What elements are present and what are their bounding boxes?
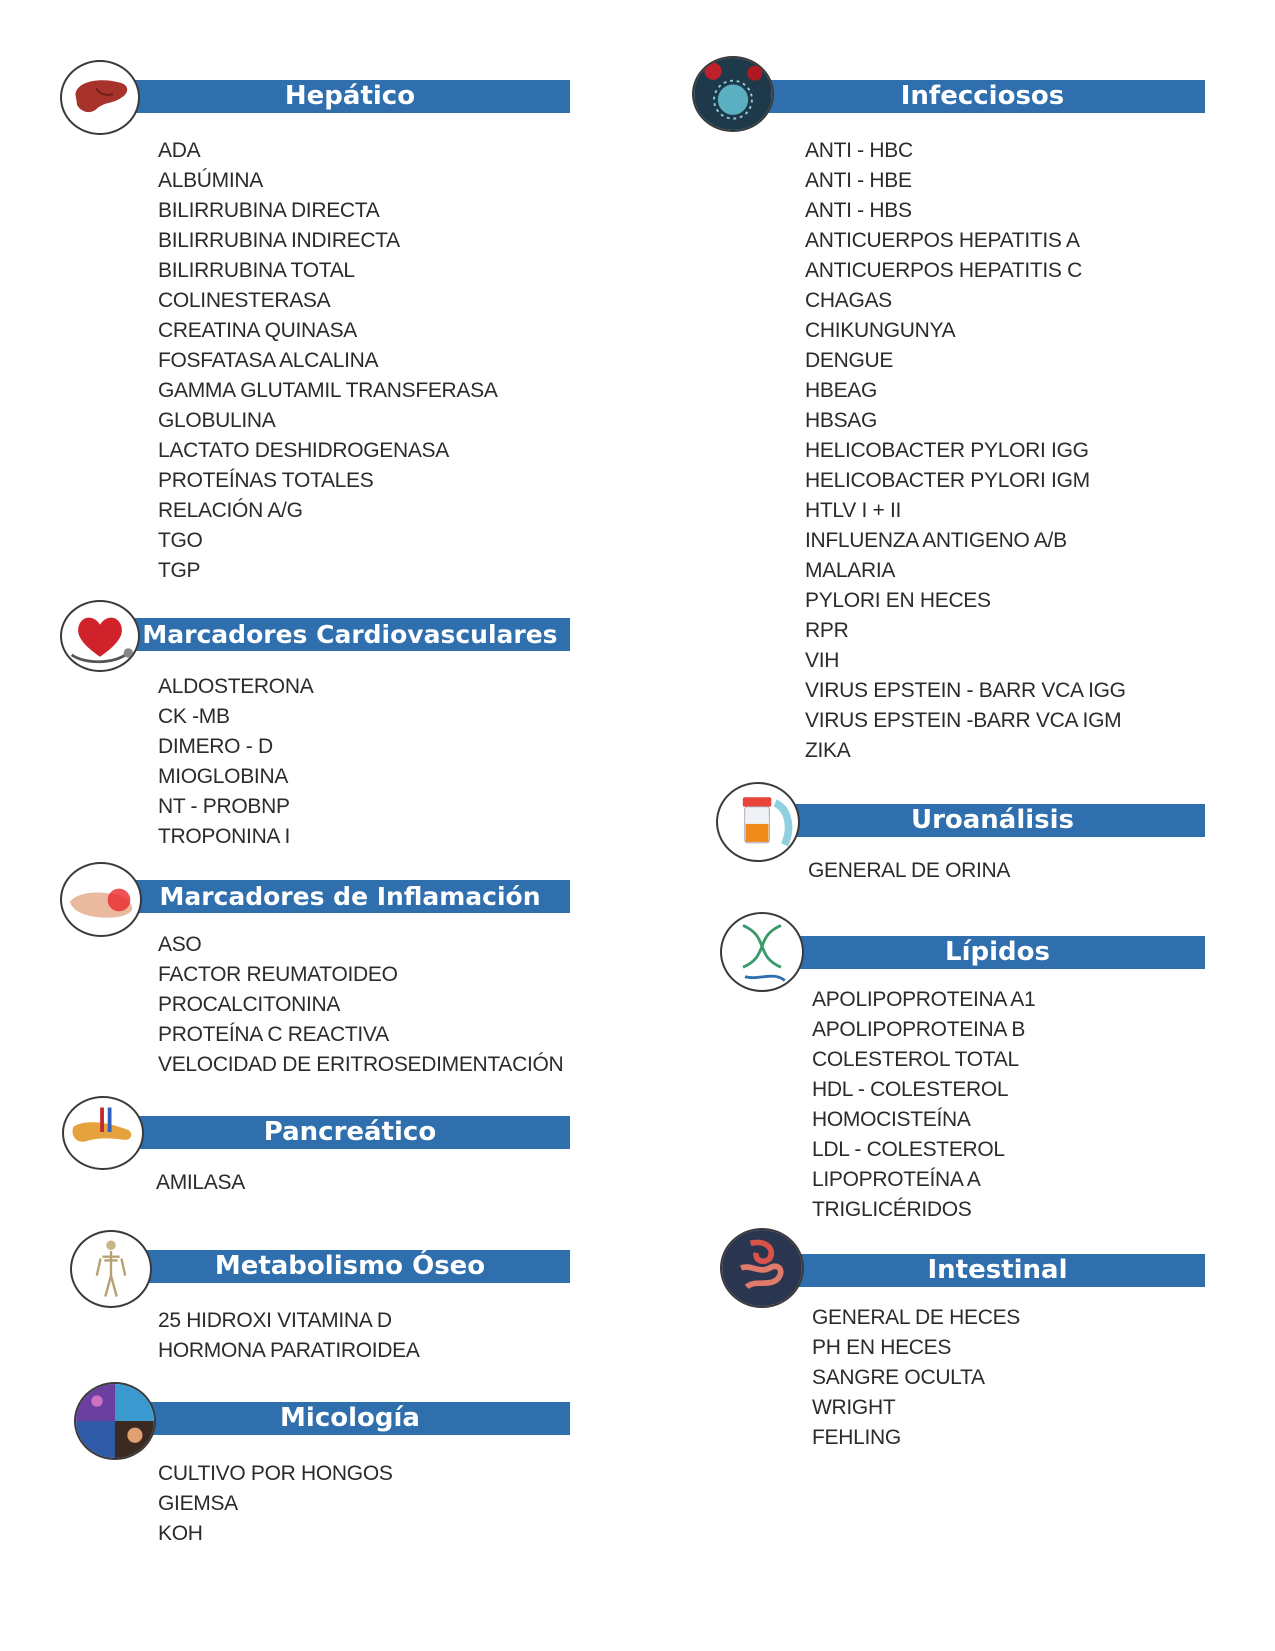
list-item: DENGUE — [805, 349, 894, 372]
pancreas-icon — [62, 1096, 144, 1170]
list-item: CHIKUNGUNYA — [805, 319, 956, 342]
list-item: RPR — [805, 619, 849, 642]
test-list — [158, 1306, 420, 1366]
list-item: FEHLING — [812, 1426, 901, 1449]
liver-icon — [60, 60, 140, 135]
list-item: PH EN HECES — [812, 1336, 952, 1359]
list-item: ALBÚMINA — [158, 169, 263, 192]
fungi-microscopy-icon — [74, 1382, 156, 1460]
skeleton-icon — [70, 1230, 152, 1308]
list-item: CREATINA QUINASA — [158, 319, 358, 342]
list-item: APOLIPOPROTEINA A1 — [812, 988, 1036, 1011]
list-item: ZIKA — [805, 739, 851, 762]
list-item: ANTI - HBC — [805, 139, 913, 162]
list-item: BILIRRUBINA DIRECTA — [158, 199, 380, 222]
list-item: PROTEÍNAS TOTALES — [158, 469, 374, 492]
list-item: PROCALCITONINA — [158, 993, 341, 1016]
list-item: TGO — [158, 529, 203, 552]
list-item: GLOBULINA — [158, 409, 276, 432]
list-item: PYLORI EN HECES — [805, 589, 991, 612]
list-item: CK -MB — [158, 705, 230, 728]
intestine-icon — [720, 1228, 804, 1308]
list-item: HORMONA PARATIROIDEA — [158, 1339, 420, 1362]
list-item: ASO — [158, 933, 202, 956]
list-item: LDL - COLESTEROL — [812, 1138, 1005, 1161]
list-item: NT - PROBNP — [158, 795, 290, 818]
list-item: RELACIÓN A/G — [158, 499, 303, 522]
list-item: TROPONINA I — [158, 825, 291, 848]
section-title: Marcadores de Inflamación — [130, 880, 570, 913]
list-item: TRIGLICÉRIDOS — [812, 1198, 972, 1221]
list-item: MALARIA — [805, 559, 896, 582]
list-item: DIMERO - D — [158, 735, 273, 758]
list-item: CULTIVO POR HONGOS — [158, 1462, 393, 1485]
list-item: APOLIPOPROTEINA B — [812, 1018, 1026, 1041]
list-item: ANTI - HBS — [805, 199, 912, 222]
section-title: Micología — [130, 1402, 570, 1435]
list-item: FACTOR REUMATOIDEO — [158, 963, 398, 986]
list-item: HOMOCISTEÍNA — [812, 1108, 971, 1131]
list-item: HDL - COLESTEROL — [812, 1078, 1009, 1101]
test-list — [158, 672, 313, 852]
section-title: Infecciosos — [760, 80, 1205, 113]
list-item: SANGRE OCULTA — [812, 1366, 985, 1389]
list-item: COLESTEROL TOTAL — [812, 1048, 1019, 1071]
list-item: CHAGAS — [805, 289, 892, 312]
list-item: 25 HIDROXI VITAMINA D — [158, 1309, 392, 1332]
list-item: HELICOBACTER PYLORI IGG — [805, 439, 1089, 462]
section-title: Pancreático — [130, 1116, 570, 1149]
test-list — [158, 1459, 393, 1549]
list-item: KOH — [158, 1522, 203, 1545]
list-item: ANTICUERPOS HEPATITIS A — [805, 229, 1080, 252]
list-item: HTLV I + II — [805, 499, 902, 522]
list-item: LACTATO DESHIDROGENASA — [158, 439, 449, 462]
list-item: MIOGLOBINA — [158, 765, 289, 788]
test-list — [805, 136, 1126, 766]
list-item: BILIRRUBINA TOTAL — [158, 259, 355, 282]
section-title: Hepático — [130, 80, 570, 113]
virus-icon — [692, 56, 774, 132]
list-item: AMILASA — [156, 1171, 245, 1194]
list-item: VIH — [805, 649, 840, 672]
list-item: LIPOPROTEÍNA A — [812, 1168, 981, 1191]
list-item: ALDOSTERONA — [158, 675, 314, 698]
test-list — [156, 1168, 245, 1198]
list-item: GIEMSA — [158, 1492, 238, 1515]
list-item: ADA — [158, 139, 201, 162]
test-list — [158, 136, 498, 586]
urine-sample-icon — [716, 782, 800, 862]
heart-stethoscope-icon — [60, 600, 140, 672]
list-item: HBSAG — [805, 409, 878, 432]
section-title: Uroanálisis — [780, 804, 1205, 837]
test-list — [158, 930, 563, 1080]
section-title: Lípidos — [790, 936, 1205, 969]
list-item: GENERAL DE ORINA — [808, 859, 1011, 882]
list-item: VELOCIDAD DE ERITROSEDIMENTACIÓN — [158, 1053, 564, 1076]
section-title: Metabolismo Óseo — [130, 1250, 570, 1283]
list-item: COLINESTERASA — [158, 289, 331, 312]
test-list — [812, 985, 1035, 1225]
list-item: ANTI - HBE — [805, 169, 912, 192]
section-title: Marcadores Cardiovasculares — [130, 618, 570, 651]
list-item: INFLUENZA ANTIGENO A/B — [805, 529, 1067, 552]
dna-icon — [720, 912, 804, 992]
list-item: TGP — [158, 559, 201, 582]
test-list — [812, 1303, 1020, 1453]
list-item: VIRUS EPSTEIN -BARR VCA IGM — [805, 709, 1122, 732]
list-item: HBEAG — [805, 379, 878, 402]
list-item: PROTEÍNA C REACTIVA — [158, 1023, 389, 1046]
inflamed-hand-icon — [60, 862, 142, 937]
list-item: GENERAL DE HECES — [812, 1306, 1020, 1329]
list-item: VIRUS EPSTEIN - BARR VCA IGG — [805, 679, 1126, 702]
list-item: ANTICUERPOS HEPATITIS C — [805, 259, 1083, 282]
test-list — [808, 856, 1010, 886]
list-item: GAMMA GLUTAMIL TRANSFERASA — [158, 379, 498, 402]
list-item: FOSFATASA ALCALINA — [158, 349, 379, 372]
list-item: WRIGHT — [812, 1396, 896, 1419]
section-title: Intestinal — [790, 1254, 1205, 1287]
list-item: BILIRRUBINA INDIRECTA — [158, 229, 400, 252]
list-item: HELICOBACTER PYLORI IGM — [805, 469, 1090, 492]
